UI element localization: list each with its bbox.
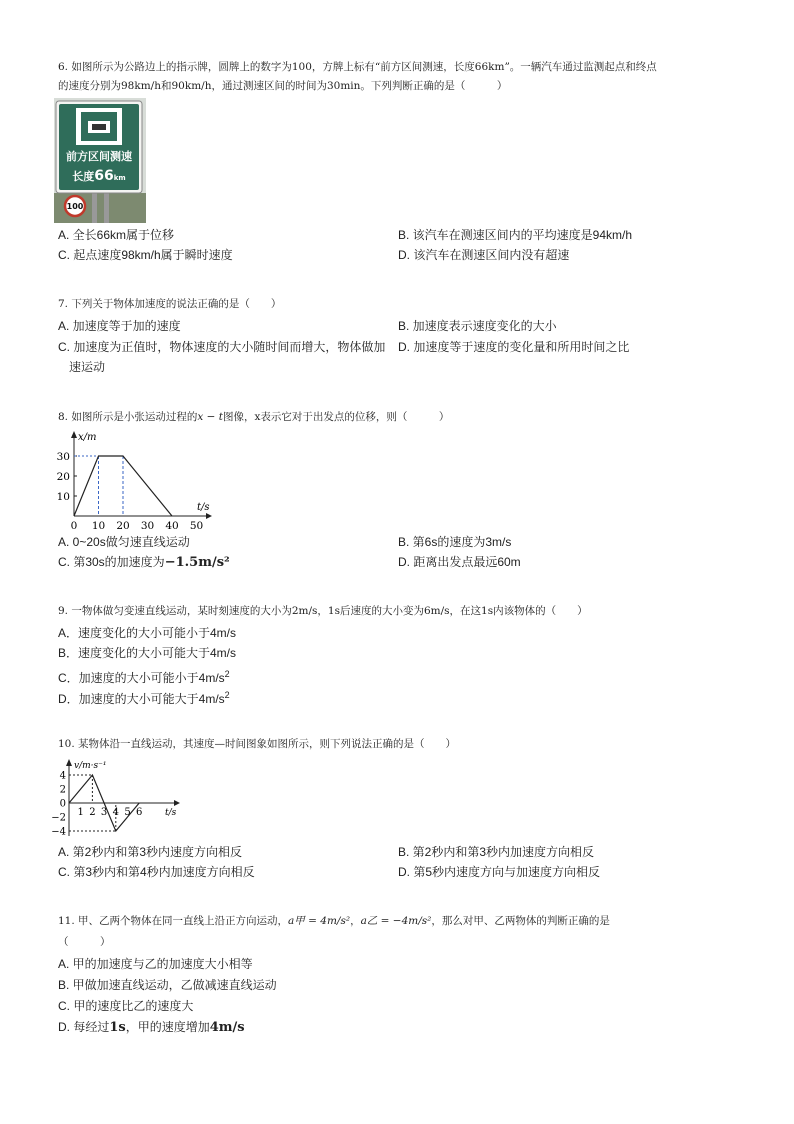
q9-option-d[interactable]: D．加速度的大小可能大于$4m/s^2$	[58, 690, 230, 706]
q11-option-a[interactable]: A. 甲的加速度与乙的加速度大小相等	[58, 957, 253, 971]
q11-math-a-yi: a乙 = −4m/s²	[360, 915, 432, 927]
q8-xt-chart	[54, 428, 214, 530]
xt-x-tick: 0	[70, 520, 78, 532]
vt-y-tick: −4	[51, 826, 66, 838]
xt-x-tick: 10	[91, 520, 106, 532]
q7-option-c[interactable]: C. 加速度为正值时，物体速度的大小随时间而增大，物体做加	[58, 340, 386, 354]
q6-stem-line2: 的速度分别为98km/h和90km/h，通过测速区间的时间为30min。下列判断正确的是（ ）	[58, 80, 508, 92]
vt-x-tick: 1	[77, 807, 84, 818]
xt-x-tick: 30	[140, 520, 155, 532]
vt-x-tick: 4	[112, 807, 119, 818]
q11-option-b[interactable]: B. 甲做加速直线运动，乙做减速直线运动	[58, 978, 277, 992]
xt-x-label: t/s	[197, 502, 210, 513]
q6-option-a[interactable]: A. 全长66km属于位移	[58, 228, 175, 242]
vt-y-tick: −2	[51, 812, 66, 824]
q7-option-c-cont: 速运动	[69, 360, 106, 374]
vt-x-label: t/s	[165, 808, 177, 818]
q10-option-b[interactable]: B. 第2秒内和第3秒内加速度方向相反	[398, 845, 595, 859]
q9-option-b[interactable]: B．速度变化的大小可能大于4m/s	[58, 646, 237, 660]
vt-y-arrow	[66, 759, 72, 766]
xt-x-tick: 40	[165, 520, 179, 532]
q10-option-d[interactable]: D. 第5秒内速度方向与加速度方向相反	[398, 865, 601, 879]
q8-option-a[interactable]: A. 0~20s做匀速直线运动	[58, 535, 190, 549]
q6-option-d[interactable]: D. 该汽车在测速区间内没有超速	[398, 248, 570, 262]
q8-stem: 8. 如图所示是小张运动过程的x − t图像，x表示它对于出发点的位移，则（ ）	[58, 411, 450, 423]
q6-sign-text1: 前方区间测速	[66, 150, 132, 163]
q10-option-c[interactable]: C. 第3秒内和第4秒内加速度方向相反	[58, 865, 255, 879]
xt-y-tick: 30	[56, 451, 70, 463]
q6-sign-unit: km	[113, 174, 126, 182]
q11-stem-line2: （ ）	[58, 936, 111, 948]
xt-y-tick: 10	[56, 491, 70, 503]
xt-x-tick: 50	[189, 520, 204, 532]
vt-x-tick: 6	[136, 807, 143, 818]
q11-math-a-jia: a甲 = 4m/s²	[288, 915, 351, 927]
q7-option-d[interactable]: D. 加速度等于速度的变化量和所用时间之比	[398, 340, 630, 354]
vt-x-tick: 5	[124, 807, 131, 818]
q8-stem-math: x − t	[197, 411, 223, 423]
vt-x-tick: 3	[100, 807, 108, 818]
vt-y-label: v/m·s⁻¹	[74, 761, 107, 771]
vt-x-arrow	[174, 800, 180, 806]
xt-x-arrow	[206, 513, 212, 519]
q6-sign-num: 66	[94, 168, 114, 184]
xt-x-tick: 20	[116, 520, 130, 532]
q7-option-b[interactable]: B. 加速度表示速度变化的大小	[398, 319, 557, 333]
vt-y-tick: 0	[59, 798, 66, 810]
q8-option-c-math: −1.5m/s²	[164, 555, 230, 570]
q9-option-c[interactable]: C．加速度的大小可能小于$4m/s^2$	[58, 669, 230, 685]
q8-option-b[interactable]: B. 第6s的速度为3m/s	[398, 535, 512, 549]
q10-option-a[interactable]: A. 第2秒内和第3秒内速度方向相反	[58, 845, 243, 859]
q11-option-d-math2: 4m/s	[209, 1020, 245, 1035]
vt-y-tick: 4	[59, 770, 66, 782]
q8-option-d[interactable]: D. 距离出发点最远60m	[398, 555, 521, 569]
q9-stem: 9. 一物体做匀变速直线运动，某时刻速度的大小为2m/s，1s后速度的大小变为6m/s，在这1s内该物体的（ ）	[58, 605, 588, 617]
q10-vt-chart	[51, 756, 184, 838]
q11-option-c[interactable]: C. 甲的速度比乙的速度大	[58, 999, 194, 1013]
q11-option-d-math1: 1s	[109, 1020, 126, 1035]
q7-option-a[interactable]: A. 加速度等于加的速度	[58, 319, 181, 333]
q6-sign-photo	[54, 98, 146, 223]
q9-option-a[interactable]: A．速度变化的大小可能小于4m/s	[58, 626, 237, 640]
vt-x-tick: 2	[89, 807, 96, 818]
q6-stem-line1: 6. 如图所示为公路边上的指示牌，圆牌上的数字为100，方牌上标有“前方区间测速，长度66km”。一辆汽车通过监测起点和终点	[58, 61, 657, 73]
xt-y-arrow	[71, 431, 77, 438]
q7-stem: 7. 下列关于物体加速度的说法正确的是（ ）	[58, 298, 282, 310]
q6-sign-text2: 长度	[72, 170, 95, 183]
q6-sign-circle: 100	[66, 202, 84, 211]
xt-y-tick: 20	[56, 471, 70, 483]
q10-stem: 10. 某物体沿一直线运动，其速度—时间图象如图所示，则下列说法正确的是（ ）	[58, 738, 457, 750]
q9-option-d-sup: 2	[224, 690, 230, 700]
q11-option-d[interactable]: D. 每经过1s，甲的速度增加4m/s	[58, 1020, 245, 1035]
q11-stem-line1: 11. 甲、乙两个物体在同一直线上沿正方向运动，a甲 = 4m/s²，a乙 = −4m/s²，那么对甲、乙两物体的判断正确的是	[58, 915, 610, 927]
q6-option-c[interactable]: C. 起点速度98km/h属于瞬时速度	[58, 248, 233, 262]
vt-y-tick: 2	[59, 784, 66, 796]
q8-option-c[interactable]: C. 第30s的加速度为−1.5m/s²	[58, 555, 230, 570]
q6-option-b[interactable]: B. 该汽车在测速区间内的平均速度是94km/h	[398, 228, 633, 242]
q9-option-c-sup: 2	[224, 669, 230, 679]
xt-y-label: x/m	[78, 432, 97, 443]
